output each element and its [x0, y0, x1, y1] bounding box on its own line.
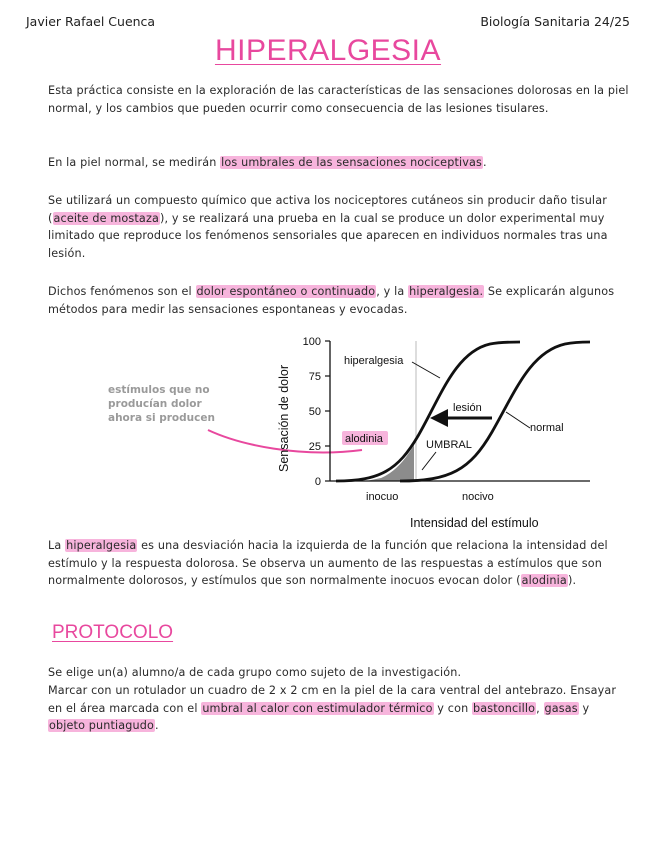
- highlight-umbrales: los umbrales de las sensaciones nociceptivas: [221, 156, 482, 169]
- intro-p4-end: Se explicarán algunos métodos para medir las sensaciones espontaneas y evocadas.: [48, 285, 615, 316]
- protocol-text-d: y: [578, 701, 590, 715]
- side-note: estímulos que no producían dolor ahora si producen: [108, 384, 215, 424]
- x-axis-label: Intensidad del estímulo: [410, 516, 539, 530]
- protocol-title: PROTOCOLO: [52, 622, 174, 643]
- umbral-pointer: [422, 452, 436, 470]
- protocol-text-a: Marcar con un rotulador un cuadro de 2 x 2 cm en la piel de la cara ventral del antebrazo. Ensayar en el área marcada con el: [48, 684, 617, 715]
- series-label-hiperalgesia: hiperalgesia: [344, 355, 404, 367]
- intro-p3-text: Se utilizará un compuesto químico que activa los nociceptores cutáneos sin producir daño tisular (: [48, 194, 607, 225]
- intro-p4-mid: , y la: [376, 285, 409, 298]
- explanation-text-a: La: [48, 539, 66, 552]
- lesion-arrowhead: [430, 409, 448, 427]
- alodinia-label: alodinia: [345, 433, 383, 445]
- page-title: HIPERALGESIA: [214, 34, 442, 67]
- normal-curve: [400, 342, 590, 481]
- normal-pointer: [506, 412, 530, 428]
- highlight-bastoncillo: bastoncillo: [473, 701, 536, 715]
- x-region-inocuo: inocuo: [366, 491, 399, 503]
- highlight-aceite-mostaza: aceite de mostaza: [53, 211, 159, 225]
- y-tick-label: 0: [314, 476, 321, 488]
- x-region-nocivo: nocivo: [462, 491, 494, 503]
- explanation-paragraph: [48, 537, 630, 590]
- protocol-text-b: y con: [433, 701, 473, 715]
- protocol-paragraph-2: [48, 682, 630, 735]
- intro-p4-text: Dichos fenómenos son el: [48, 285, 196, 298]
- highlight-dolor-espontaneo: dolor espontáneo o continuado: [196, 285, 376, 298]
- explanation-text-c: ).: [567, 574, 577, 588]
- y-tick-label: 25: [308, 441, 321, 453]
- protocol-paragraph-1: Se elige un(a) alumno/a de cada grupo como sujeto de la investigación.: [48, 666, 462, 679]
- y-tick-label: 100: [302, 336, 321, 348]
- threshold-label: UMBRAL: [426, 439, 472, 451]
- intro-p3-end: ), y se realizará una prueba en la cual se produce un dolor experimental muy limitado que reproduce los fenómenos sensoriales que aparecen en individuos normales tras una lesión.: [48, 211, 608, 260]
- highlight-objeto-puntiagudo: objeto puntiagudo: [49, 719, 155, 733]
- y-tick-label: 50: [308, 406, 321, 418]
- intro-p2-end: .: [483, 156, 487, 169]
- intro-p2-text: En la piel normal, se medirán: [48, 156, 221, 169]
- highlight-gasas: gasas: [544, 701, 578, 715]
- intro-paragraph-1: Esta práctica consiste en la exploración de las características de las sensaciones dolorosas en la piel normal, y los cambios que pueden ocurrir como consecuencia de las lesiones tisulares.: [48, 84, 629, 115]
- y-ticks: [303, 336, 330, 488]
- explanation-text-b: es una desviación hacia la izquierda de la función que relaciona la intensidad del estímulo y la respuesta dolorosa. Se observa un aumento de las respuestas a estímulos que son normalmente dolorosos, y estímulos que son normalmente inocuos evocan dolor (: [48, 539, 608, 588]
- highlight-hiperalgesia: hiperalgesia.: [409, 285, 484, 298]
- y-axis-label: Sensación de dolor: [277, 364, 291, 472]
- highlight-umbral-calor: umbral al calor con estimulador térmico: [202, 701, 433, 715]
- protocol-text-c: ,: [536, 701, 544, 715]
- course-name: Biología Sanitaria 24/25: [480, 14, 630, 29]
- author-name: Javier Rafael Cuenca: [26, 14, 156, 29]
- lesion-label: lesión: [453, 402, 482, 414]
- y-tick-label: 75: [308, 371, 321, 383]
- highlight-hiperalgesia-2: hiperalgesia: [66, 539, 137, 552]
- series-label-normal: normal: [530, 422, 564, 434]
- highlight-alodinia: alodinia: [521, 574, 567, 588]
- protocol-text-e: .: [155, 719, 159, 733]
